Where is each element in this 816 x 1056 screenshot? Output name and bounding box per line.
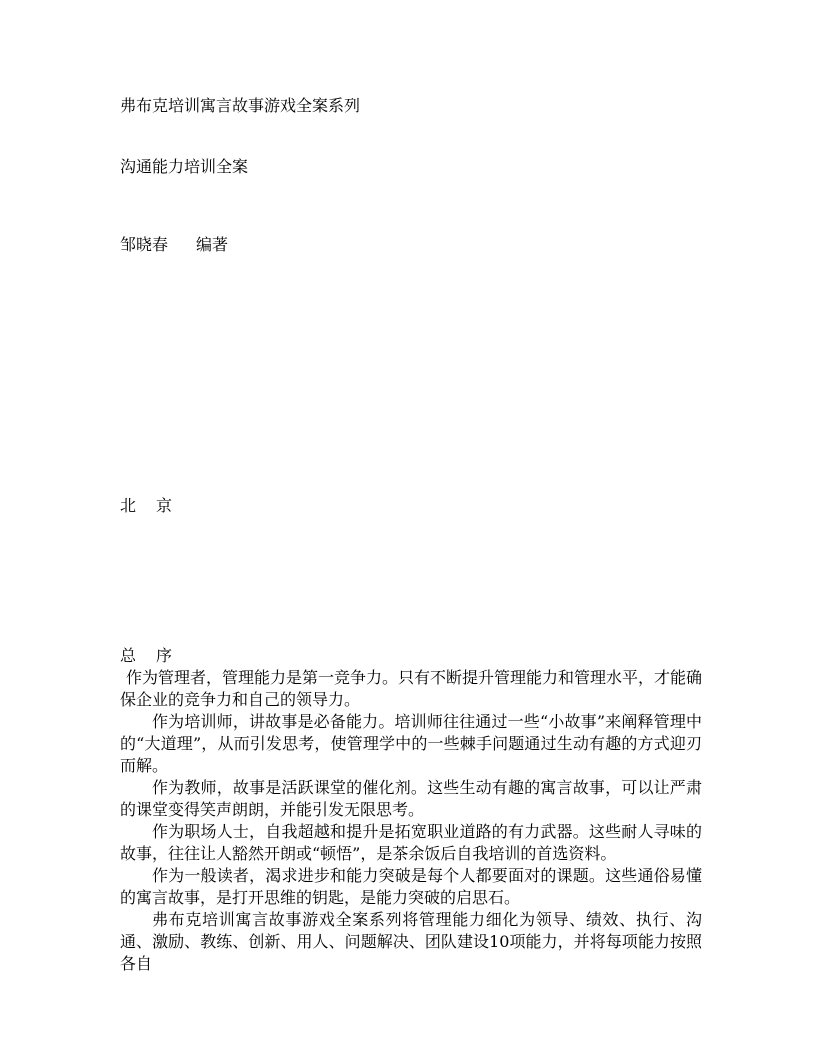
author-role: 编著 (196, 235, 229, 254)
preface-paragraph: 作为教师，故事是活跃课堂的催化剂。这些生动有趣的寓言故事，可以让严肃的课堂变得笑声朗朗，并能引发无限思考。 (120, 778, 702, 819)
preface-paragraph: 作为职场人士，自我超越和提升是拓宽职业道路的有力武器。这些耐人寻味的故事，往往让人豁然开朗或“顿悟”，是茶余饭后自我培训的首选资料。 (120, 822, 702, 863)
preface-paragraph: 作为培训师，讲故事是必备能力。培训师往往通过一些“小故事”来阐释管理中的“大道理”，从而引发思考，使管理学中的一些棘手问题通过生动有趣的方式迎刃而解。 (120, 712, 702, 775)
book-title: 沟通能力培训全案 (120, 157, 249, 176)
preface-paragraph: 弗布克培训寓言故事游戏全案系列将管理能力细化为领导、绩效、执行、沟通、激励、教练、创新、用人、问题解决、团队建设10项能力，并将每项能力按照各自 (120, 910, 702, 973)
preface-heading (120, 645, 702, 667)
city-part2: 京 (156, 496, 173, 515)
author-name: 邹晓春 (120, 235, 169, 254)
preface-paragraph: 作为一般读者，渴求进步和能力突破是每个人都要面对的课题。这些通俗易懂的寓言故事，是打开思维的钥匙，是能力突破的启思石。 (120, 866, 702, 907)
author-line (120, 235, 228, 255)
preface-paragraph: 作为管理者，管理能力是第一竞争力。只有不断提升管理能力和管理水平，才能确保企业的竞争力和自己的领导力。 (120, 668, 703, 709)
preface-heading-part2: 序 (156, 646, 173, 665)
series-title: 弗布克培训寓言故事游戏全案系列 (120, 96, 361, 115)
preface-section (120, 645, 702, 975)
preface-heading-part1: 总 (120, 646, 137, 665)
publication-city (120, 496, 172, 516)
city-part1: 北 (120, 496, 137, 515)
